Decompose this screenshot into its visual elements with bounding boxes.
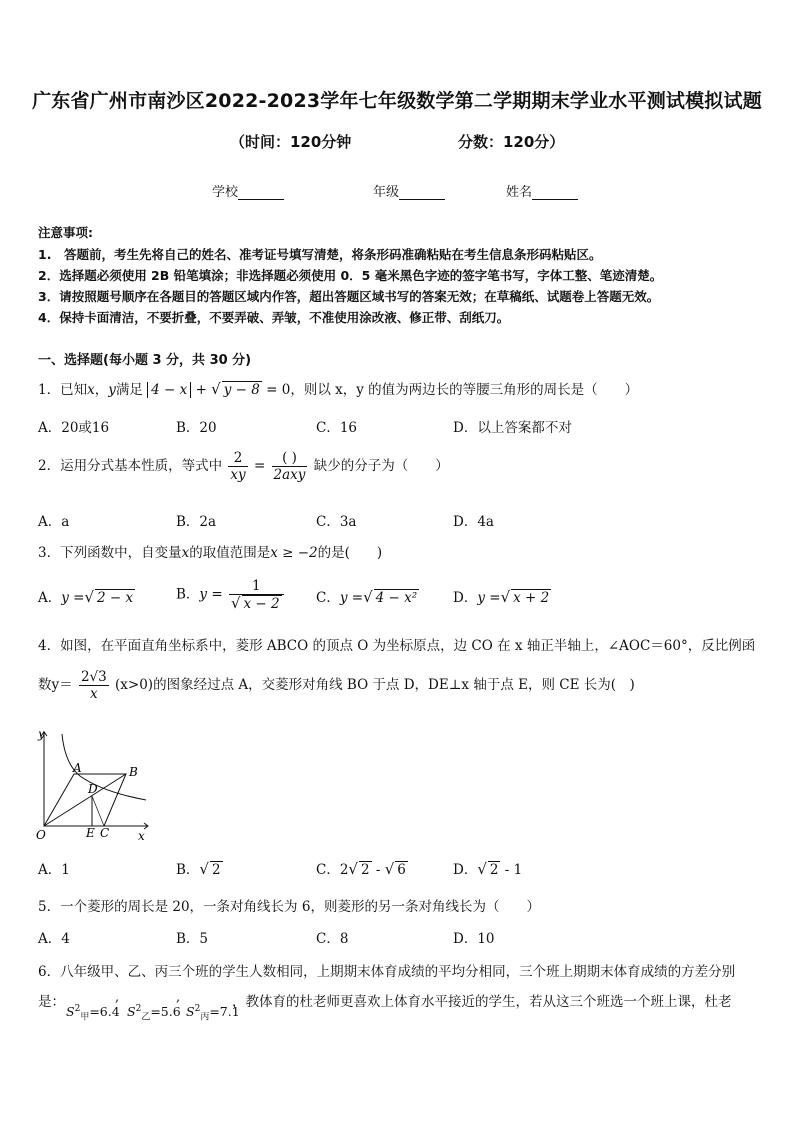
q1-sqrt-expr: y − 8 — [223, 382, 260, 398]
q4-text: 数y＝ — [38, 677, 73, 693]
q1-suffix: ，则以 x，y 的值为两边长的等腰三角形的周长是（ ） — [290, 382, 639, 398]
q5-option-d: D．10 — [453, 931, 495, 947]
grade-field — [373, 181, 445, 200]
q4-opt-b-label: B． — [176, 862, 200, 878]
q2-frac1-den: xy — [230, 467, 246, 483]
q1-plus: + — [195, 382, 207, 398]
exam-time: （时间：120分钟 — [230, 133, 352, 151]
q2-option-d: D．4a — [453, 514, 494, 530]
radical-sign: √ — [348, 860, 358, 878]
q1-option-b: B．20 — [176, 420, 217, 436]
question-4-line-1: 4．如图，在平面直角坐标系中，菱形 ABCO 的顶点 O 为坐标原点，边 CO 在 x 轴正半轴上，∠AOC＝60°，反比例函 — [38, 638, 756, 654]
q3-opt-c-radicand: 4 − x² — [375, 590, 418, 606]
q3-opt-a-lhs: y = — [61, 590, 85, 606]
q3-opt-c-label: C． — [316, 590, 340, 606]
exam-score: 分数：120分） — [458, 133, 565, 151]
label-o: O — [36, 828, 46, 842]
variance-sup: 2 — [74, 1004, 81, 1014]
q5-option-a: A．4 — [38, 931, 70, 947]
variance-sub: 乙 — [141, 1012, 151, 1023]
q3-condition: x ≥ −2 — [270, 545, 318, 561]
variance-symbol: S — [66, 1004, 75, 1020]
variance-symbol: S — [127, 1004, 136, 1020]
q2-fraction-left — [228, 450, 247, 483]
q4-option-a: A．1 — [38, 862, 70, 878]
q2-suffix: 缺少的分子为（ ） — [313, 458, 449, 474]
q1-option-c: C．16 — [316, 420, 358, 436]
q5-option-c: C．8 — [316, 931, 349, 947]
variance-sup: 2 — [194, 1004, 201, 1014]
q3-opt-d-radicand: x + 2 — [513, 590, 550, 606]
question-1 — [38, 378, 638, 398]
q4-opt-c-radicand-2: 6 — [397, 862, 406, 878]
label-d: D — [88, 782, 98, 796]
note-item: 1. 答题前，考生先将自己的姓名、准考证号填写清楚，将条形码准确粘贴在考生信息条形码粘贴区。 — [38, 247, 602, 262]
q6-sep-2: , — [176, 990, 181, 1005]
q1-abs-expr: 4 − x — [147, 382, 191, 398]
q1-var-y: y — [108, 382, 116, 398]
q1-option-a: A．20或16 — [38, 420, 110, 436]
q3-var-x: x — [181, 545, 190, 561]
q1-text: 1．已知 — [38, 382, 88, 398]
q4-option-b — [176, 858, 223, 878]
q6-sep-1: , — [115, 990, 120, 1005]
q4-opt-b-radicand: 2 — [211, 862, 221, 878]
q1-eq: = 0 — [266, 382, 291, 398]
note-item: 3．请按照题号顺序在各题目的答题区域内作答，超出答题区域书写的答案无效；在草稿纸、试题卷上答题无效。 — [38, 289, 660, 304]
variance-sup: 2 — [135, 1004, 142, 1014]
q2-option-b: B．2a — [176, 514, 217, 530]
q3-opt-c-lhs: y = — [339, 590, 364, 606]
q4-frac-num: 2√3 — [80, 669, 107, 685]
q4-opt-d-label: D． — [453, 862, 478, 878]
q3-text-mid: 的取值范围是 — [189, 545, 271, 561]
question-6-line-1: 6．八年级甲、乙、丙三个班的学生人数相同，上期期末体育成绩的平均分相同，三个班上期期末体育成绩的方差分别 — [38, 964, 736, 980]
q4-option-c — [316, 858, 408, 878]
label-c: C — [100, 826, 110, 840]
q2-eq: = — [253, 458, 266, 474]
q3-opt-b-radicand: x − 2 — [243, 596, 280, 612]
grade-label: 年级 — [373, 185, 400, 200]
label-b: B — [129, 765, 138, 779]
radical-sign: √ — [363, 588, 373, 606]
diagonal-bo — [44, 774, 126, 826]
label-e: E — [86, 826, 95, 840]
note-item: 2．选择题必须使用 2B 铅笔填涂；非选择题必须使用 0．5 毫米黑色字迹的签字笔书写，字体工整、笔迹清楚。 — [38, 268, 663, 283]
q2-frac1-num: 2 — [228, 450, 247, 467]
school-label: 学校 — [212, 185, 239, 200]
variance-sub: 丙 — [200, 1012, 210, 1023]
q3-opt-b-num: 1 — [229, 578, 284, 595]
page-title: 广东省广州市南沙区2022-2023学年七年级数学第二学期期末学业水平测试模拟试题 — [32, 90, 762, 112]
q3-opt-a-radicand: 2 − x — [97, 590, 134, 606]
notes-heading: 注意事项: — [38, 225, 93, 240]
q3-option-b — [176, 578, 286, 612]
q3-opt-a-label: A． — [38, 590, 62, 606]
q2-frac2-den: 2axy — [273, 467, 306, 483]
q3-option-a — [38, 586, 135, 606]
q2-option-c: C．3a — [316, 514, 357, 530]
q3-opt-d-label: D． — [453, 590, 478, 606]
name-blank — [532, 187, 578, 200]
variance-sub: 甲 — [80, 1012, 90, 1023]
q3-text-end: 的是( ) — [317, 545, 383, 561]
q2-text: 2．运用分式基本性质，等式中 — [38, 458, 223, 474]
variance-symbol: S — [186, 1004, 195, 1020]
q6-variance-c — [186, 1004, 240, 1023]
q3-opt-b-den — [229, 595, 284, 612]
q4-opt-c-label: C．2 — [316, 862, 349, 878]
radical-sign: √ — [384, 860, 395, 878]
name-field — [506, 181, 578, 200]
q1-comma: ， — [94, 382, 109, 398]
question-6-line-2-suffix: ，教体育的杜老师更喜欢上体育水平接近的学生，若从这三个班选一个班上课，杜老 — [232, 994, 732, 1010]
q1-var-x: x — [87, 382, 95, 398]
segment-dc — [92, 796, 104, 826]
question-2 — [38, 450, 449, 483]
radical-sign: √ — [211, 380, 221, 398]
radical-sign: √ — [84, 588, 95, 606]
rhombus-diagram — [34, 724, 154, 844]
label-y: y — [38, 727, 45, 741]
label-x: x — [138, 829, 145, 843]
q4-opt-c-minus: - — [371, 862, 385, 878]
q2-frac2-num: ( ) — [272, 450, 308, 467]
radical-sign: √ — [477, 860, 487, 878]
q4-frac-den: x — [90, 686, 98, 702]
q3-option-c — [316, 586, 419, 606]
q3-opt-d-lhs: y = — [477, 590, 501, 606]
question-4-line-2 — [38, 669, 635, 702]
q3-opt-b-label: B． — [176, 586, 200, 603]
q4-opt-c-radicand-1: 2 — [360, 862, 370, 878]
radical-sign: √ — [230, 594, 241, 612]
variance-value: =6.4 — [89, 1004, 120, 1020]
q1-option-d: D．以上答案都不对 — [453, 420, 572, 436]
section-heading: 一、选择题(每小题 3 分，共 30 分) — [38, 353, 252, 368]
radical-sign: √ — [199, 860, 209, 878]
school-blank — [238, 187, 284, 200]
question-3 — [38, 541, 382, 561]
q4-opt-d-tail: - 1 — [500, 862, 523, 878]
q2-option-a: A．a — [38, 514, 70, 530]
note-item: 4．保持卡面清洁，不要折叠，不要弄破、弄皱，不准使用涂改液、修正带、刮纸刀。 — [38, 310, 510, 325]
q3-text: 3．下列函数中，自变量 — [38, 545, 182, 561]
q6-variance-a — [66, 1004, 120, 1023]
q4-fraction — [79, 669, 109, 702]
q4-text-end: (x>0)的图象经过点 A，交菱形对角线 BO 于点 D，DE⊥x 轴于点 E，则 CE 长为( ) — [115, 677, 635, 693]
school-field — [212, 181, 284, 200]
q4-opt-d-radicand: 2 — [489, 862, 499, 878]
q5-option-b: B．5 — [176, 931, 209, 947]
q3-opt-b-lhs: y = — [199, 586, 223, 603]
q3-opt-b-fraction — [229, 578, 284, 612]
name-label: 姓名 — [506, 185, 533, 200]
grade-blank — [399, 187, 445, 200]
q4-option-d — [453, 858, 522, 878]
variance-value: =7.1 — [209, 1004, 240, 1020]
q3-option-d — [453, 586, 551, 606]
question-6-line-2-prefix: 是： — [38, 994, 65, 1010]
radical-sign: √ — [500, 588, 511, 606]
q1-text-mid: 满足 — [115, 382, 143, 398]
q2-fraction-right — [272, 450, 308, 483]
label-a: A — [73, 761, 82, 775]
variance-value: =5.6 — [150, 1004, 181, 1020]
question-5: 5．一个菱形的周长是 20，一条对角线长为 6，则菱形的另一条对角线长为（ ） — [38, 899, 540, 915]
q6-variance-b — [127, 1004, 181, 1023]
